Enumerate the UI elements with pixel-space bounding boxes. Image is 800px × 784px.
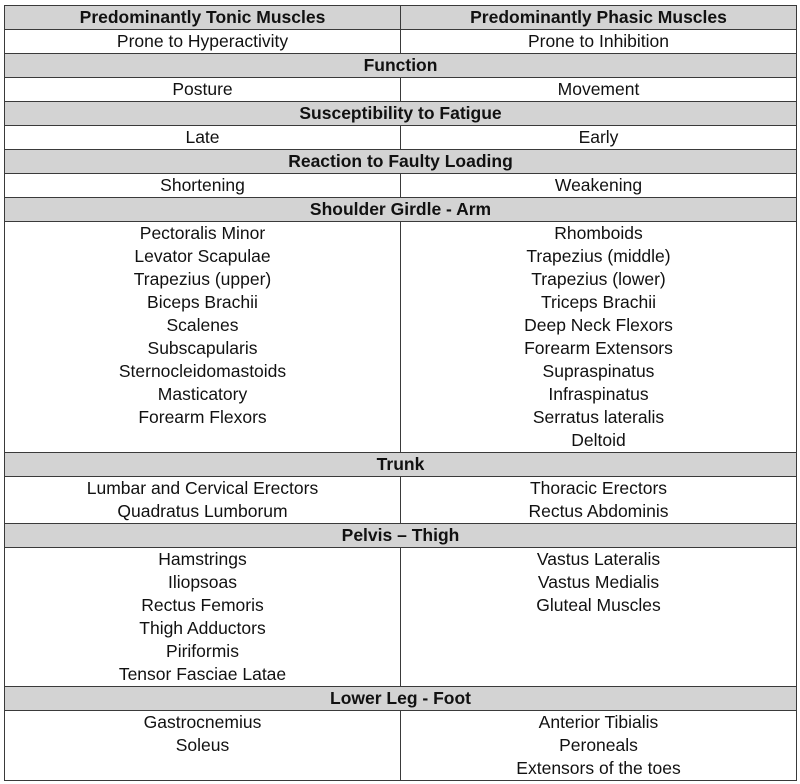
tonic-cell [5, 174, 401, 198]
muscle-item: Sternocleidomastoids [118, 361, 287, 381]
phasic-cell [401, 711, 797, 781]
muscle-item: Weakening [554, 175, 643, 195]
section-header-row [5, 150, 797, 174]
section-content-row [5, 548, 797, 687]
tendency-phasic: Prone to Inhibition [401, 30, 797, 54]
muscle-item: Forearm Flexors [138, 407, 267, 427]
tonic-cell [5, 548, 401, 687]
muscle-item: Trapezius (upper) [133, 269, 272, 289]
muscle-item: Infraspinatus [548, 384, 649, 404]
section-content-row [5, 222, 797, 453]
muscle-item: Serratus lateralis [532, 407, 665, 427]
muscle-item: Late [185, 127, 220, 147]
phasic-cell [401, 477, 797, 524]
muscle-item: Extensors of the toes [516, 758, 681, 778]
section-header-row [5, 687, 797, 711]
phasic-cell [401, 78, 797, 102]
muscle-item: Subscapularis [147, 338, 258, 358]
section-title: Shoulder Girdle - Arm [5, 198, 797, 222]
muscle-item: Thigh Adductors [139, 618, 266, 638]
section-title: Lower Leg - Foot [5, 687, 797, 711]
section-content-row [5, 711, 797, 781]
section-header-row [5, 54, 797, 78]
muscle-item: Peroneals [559, 735, 638, 755]
phasic-cell [401, 126, 797, 150]
muscle-item: Early [578, 127, 619, 147]
muscle-item: Movement [557, 79, 640, 99]
muscle-item: Rhomboids [554, 223, 643, 243]
muscle-item: Tensor Fasciae Latae [118, 664, 287, 684]
muscle-item: Scalenes [166, 315, 239, 335]
section-header-row [5, 524, 797, 548]
muscle-item: Triceps Brachii [540, 292, 657, 312]
section-header-row [5, 198, 797, 222]
section-content-row [5, 477, 797, 524]
muscle-item: Soleus [175, 735, 230, 755]
section-title: Pelvis – Thigh [5, 524, 797, 548]
muscle-item: Trapezius (middle) [526, 246, 671, 266]
muscle-item: Quadratus Lumborum [117, 501, 288, 521]
column-header-tonic: Predominantly Tonic Muscles [5, 6, 401, 30]
tonic-cell [5, 711, 401, 781]
muscle-item: Posture [172, 79, 233, 99]
muscle-item: Shortening [160, 175, 245, 195]
phasic-cell [401, 222, 797, 453]
section-content-row [5, 78, 797, 102]
muscle-item: Vastus Medialis [537, 572, 660, 592]
section-header-row [5, 453, 797, 477]
tonic-cell [5, 222, 401, 453]
muscle-item: Anterior Tibialis [538, 712, 659, 732]
muscle-item: Gastrocnemius [143, 712, 262, 732]
muscle-item: Masticatory [157, 384, 248, 404]
tonic-cell [5, 78, 401, 102]
muscle-item: Piriformis [166, 641, 239, 661]
tonic-cell [5, 126, 401, 150]
tonic-cell [5, 477, 401, 524]
section-content-row [5, 126, 797, 150]
muscle-item: Deep Neck Flexors [524, 315, 673, 335]
muscle-classification-table [4, 5, 797, 781]
muscle-item: Forearm Extensors [524, 338, 673, 358]
muscle-item: Deltoid [571, 430, 626, 450]
muscle-item: Trapezius (lower) [531, 269, 666, 289]
muscle-item: Hamstrings [158, 549, 247, 569]
section-title: Trunk [5, 453, 797, 477]
muscle-item: Supraspinatus [542, 361, 655, 381]
column-header-phasic: Predominantly Phasic Muscles [401, 6, 797, 30]
muscle-item: Lumbar and Cervical Erectors [86, 478, 319, 498]
muscle-item: Rectus Abdominis [528, 501, 669, 521]
section-header-row [5, 102, 797, 126]
phasic-cell [401, 174, 797, 198]
header-row [5, 6, 797, 30]
tendency-tonic: Prone to Hyperactivity [5, 30, 401, 54]
muscle-item: Iliopsoas [167, 572, 238, 592]
phasic-cell [401, 548, 797, 687]
muscle-item: Vastus Lateralis [536, 549, 661, 569]
muscle-item: Biceps Brachii [147, 292, 258, 312]
tendency-row [5, 30, 797, 54]
muscle-item: Thoracic Erectors [529, 478, 668, 498]
muscle-item: Levator Scapulae [134, 246, 271, 266]
muscle-item: Pectoralis Minor [139, 223, 266, 243]
muscle-item: Rectus Femoris [141, 595, 264, 615]
section-title: Reaction to Faulty Loading [5, 150, 797, 174]
section-title: Function [5, 54, 797, 78]
section-content-row [5, 174, 797, 198]
section-title: Susceptibility to Fatigue [5, 102, 797, 126]
muscle-item: Gluteal Muscles [536, 595, 661, 615]
